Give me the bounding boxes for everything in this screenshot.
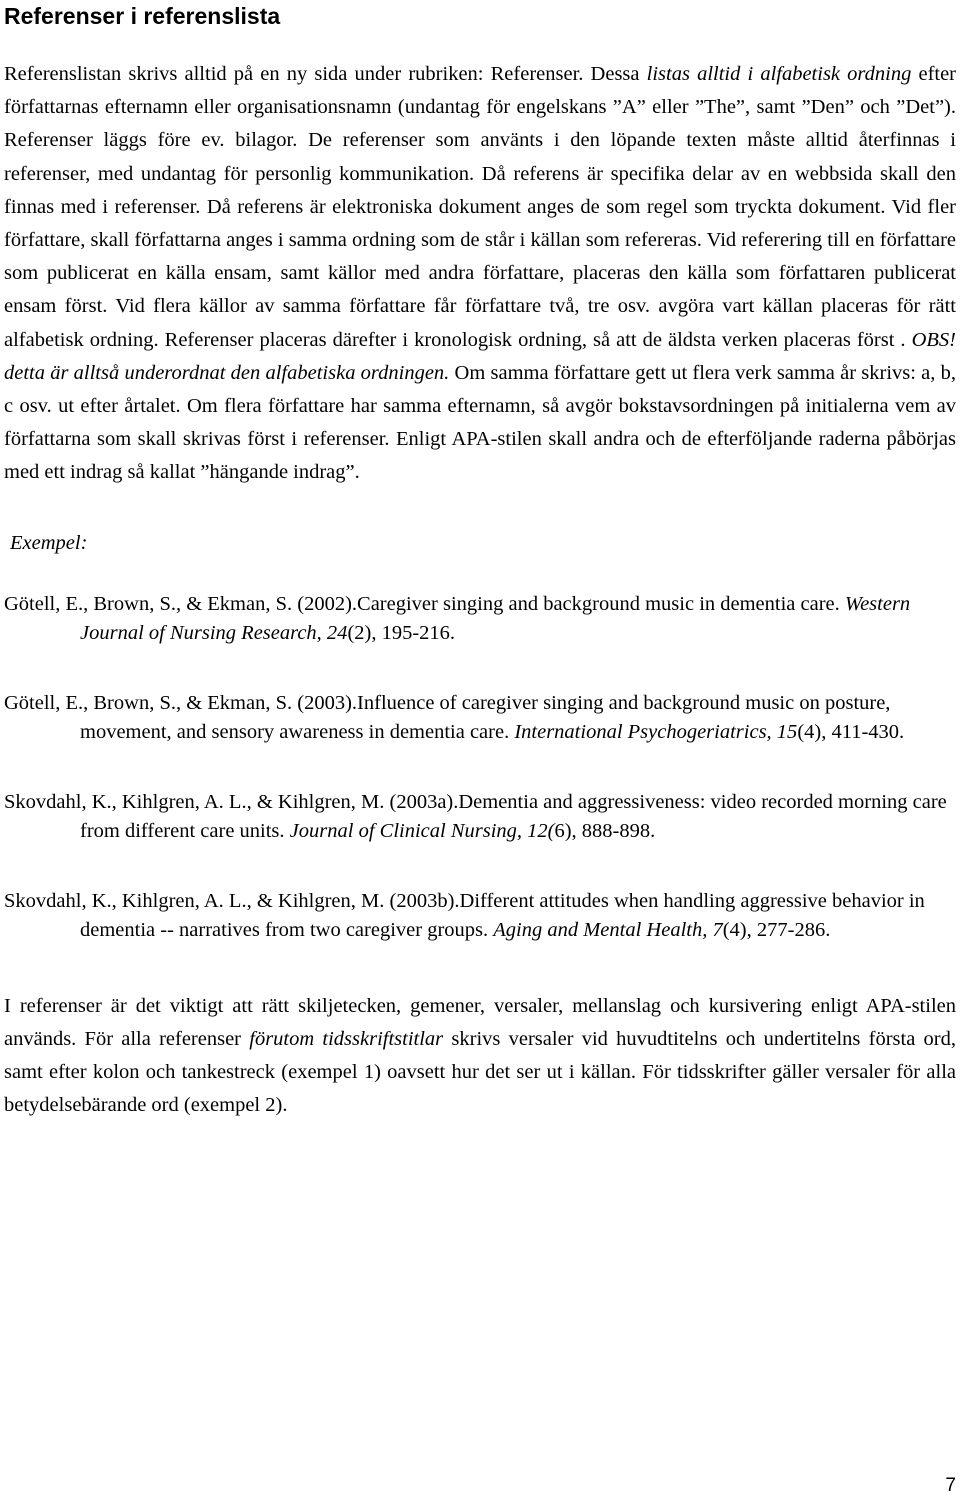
text-run: I referenser är det viktigt att rätt skiljetecken, gemener, versaler, mellanslag och kursivering enligt APA-stilen används. För alla referenser [4, 994, 956, 1050]
italic-run: OBS! detta är alltså underordnat den alfabetiska ordningen. [4, 328, 956, 384]
capitalization-paragraph [4, 990, 956, 1123]
text-run: skrivs versaler vid huvudtitelns och undertitelns första ord, samt efter kolon och tankestreck (exempel 1) oavsett hur det ser ut i källan. För tidsskrifter gäller versaler för alla betydelsebärande ord (exempel 2). [4, 1027, 956, 1117]
page-number: 7 [945, 1475, 956, 1496]
reference-entry [4, 590, 956, 649]
reference-list [4, 590, 956, 946]
text-run: (2), 195-216. [347, 622, 456, 645]
italic-run: International Psychogeriatrics, 15 [514, 721, 798, 744]
text-run: efter författarnas efternamn eller organisationsnamn (undantag för engelskans ”A” eller ”The”, samt ”Den” och ”Det”). Referenser läggs före ev. bilagor. De referenser som använts i den löpande texten måste alltid återfinnas i referenser, med undantag för personlig kommunikation. Då referens är specifika delar av en webbsida skall den finnas med i referenser. Då referens är elektroniska dokument anges de som regel som tryckta dokument. Vid fler författare, skall författarna anges i samma ordning som de står i källan som refereras. Vid referering till en författare som publicerat en källa ensam, samt källor med andra författare, placeras den källa som författaren publicerat ensam först. Vid flera källor av samma författare får författare två, tre osv. avgöra vart källan placeras för rätt alfabetisk ordning. Referenser placeras därefter i kronologisk ordning, så att de äldsta verken placeras först . [4, 63, 957, 351]
italic-run: Aging and Mental Health, 7 [493, 919, 723, 942]
text-run: Götell, E., Brown, S., & Ekman, S. (2003).Influence of caregiver singing and background music on posture, movement, and sensory awareness in dementia care. [4, 691, 891, 744]
reference-entry [4, 788, 956, 847]
text-run: 6), 888-898. [554, 820, 656, 843]
text-run: Om samma författare gett ut flera verk samma år skrivs: a, b, c osv. ut efter årtalet. Om flera författare har samma efternamn, så avgör bokstavsordningen på initialerna vem av författarna som skall skrivas först i referenser. Enligt APA-stilen skall andra och de efterföljande raderna påbörjas med ett indrag så kallat ”hängande indrag”. [4, 361, 956, 484]
text-run: (4), 277-286. [722, 919, 831, 942]
italic-run: Journal of Clinical Nursing, 12( [289, 820, 555, 843]
text-run: Skovdahl, K., Kihlgren, A. L., & Kihlgren, M. (2003a).Dementia and aggressiveness: video recorded morning care from different care units. [4, 790, 947, 843]
intro-paragraph [4, 58, 956, 490]
text-run: Götell, E., Brown, S., & Ekman, S. (2002).Caregiver singing and background music in dementia care. [4, 592, 845, 615]
document-page [4, 0, 956, 1122]
text-run: Referenslistan skrivs alltid på en ny sida under rubriken: Referenser. Dessa [4, 63, 647, 85]
section-title: Referenser i referenslista [4, 3, 281, 29]
example-label: Exempel: [10, 531, 88, 554]
italic-run: listas alltid i alfabetisk ordning [646, 63, 912, 85]
reference-entry [4, 887, 956, 946]
text-run: (4), 411-430. [797, 721, 905, 744]
italic-run: förutom tidsskriftstitlar [249, 1027, 444, 1050]
italic-run: Western Journal of Nursing Research, 24 [80, 592, 911, 645]
reference-entry [4, 689, 956, 748]
text-run: Skovdahl, K., Kihlgren, A. L., & Kihlgren, M. (2003b).Different attitudes when handling aggressive behavior in dementia -- narratives from two caregiver groups. [4, 889, 925, 942]
